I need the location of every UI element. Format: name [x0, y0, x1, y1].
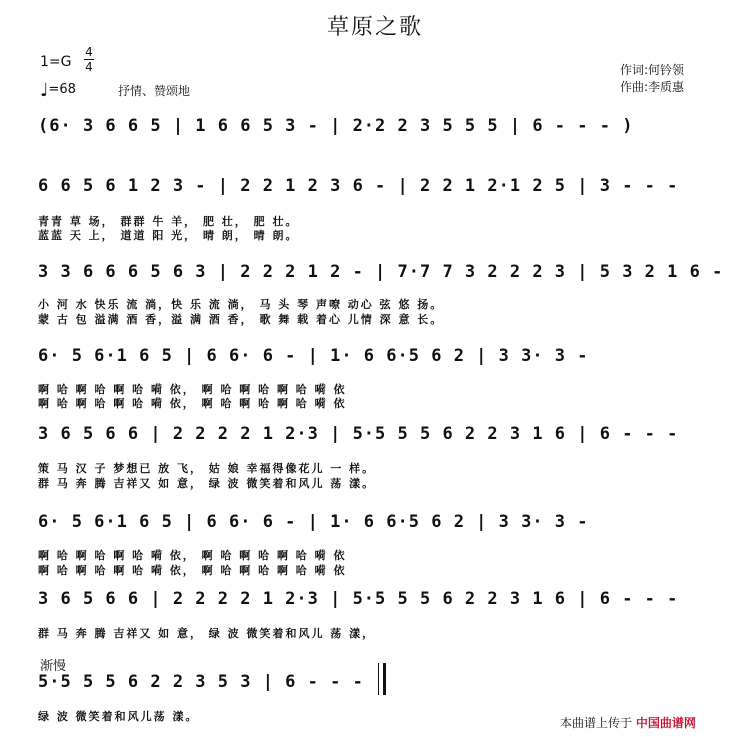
time-signature-bottom: 4	[85, 60, 93, 74]
lyric-row-8: 绿 波 微笑着和风儿荡 漾。	[38, 710, 199, 723]
time-signature-top: 4	[85, 45, 93, 59]
lyric-row-5b: 群 马 奔 腾 吉祥又 如 意， 绿 波 微笑着和风儿 荡 漾。	[38, 477, 376, 490]
lyric-row-4b: 啊 哈 啊 哈 啊 哈 嗬 依， 啊 哈 啊 哈 啊 哈 嗬 依	[38, 397, 347, 410]
lyricist: 作词:何钤领	[620, 63, 685, 77]
footer-text: 本曲谱上传于	[560, 716, 633, 730]
score-row-2: 6 6 5 6 1 2 3 - | 2 2 1 2 3 6 - | 2 2 1 2·1 2 5 | 3 - - -	[38, 176, 679, 196]
lyric-row-2a: 青青 草 场， 群群 牛 羊， 肥 壮， 肥 壮。	[38, 215, 299, 228]
expression-marking: 抒情、赞颂地	[118, 84, 191, 98]
score-row-5: 3 6 5 6 6 | 2 2 2 2 1 2·3 | 5·5 5 5 6 2 2 3 1 6 | 6 - - -	[38, 424, 679, 444]
score-row-1: (6· 3 6 6 5 | 1 6 6 5 3 - | 2·2 2 3 5 5 5 | 6 - - - )	[38, 116, 634, 136]
tempo-change-marking: 渐慢	[40, 659, 67, 674]
composer: 作曲:李质惠	[620, 80, 685, 94]
time-signature	[84, 46, 94, 73]
quarter-note-icon: ♩	[40, 80, 49, 101]
lyric-row-3a: 小 河 水 快乐 流 淌，快 乐 流 淌， 马 头 琴 声嘹 动心 弦 悠 扬。	[38, 298, 444, 311]
score-row-7: 3 6 5 6 6 | 2 2 2 2 1 2·3 | 5·5 5 5 6 2 2 3 1 6 | 6 - - -	[38, 589, 679, 609]
lyric-row-7a: 群 马 奔 腾 吉祥又 如 意， 绿 波 微笑着和风儿 荡 漾，	[38, 627, 376, 640]
tempo-value: =68	[48, 82, 76, 97]
score-row-3: 3 3 6 6 6 5 6 3 | 2 2 2 1 2 - | 7·7 7 3 2 2 2 3 | 5 3 2 1 6 -	[38, 262, 724, 282]
lyric-row-3b: 蒙 古 包 溢满 酒 香，溢 满 酒 香， 歌 舞 载 着心 儿情 深 意 长。	[38, 313, 444, 326]
lyric-row-2b: 蓝蓝 天 上， 道道 阳 光， 晴 朗， 晴 朗。	[38, 229, 299, 242]
score-row-8: 5·5 5 5 6 2 2 3 5 3 | 6 - - -	[38, 672, 364, 692]
final-barline-thick	[383, 663, 386, 695]
lyric-row-6b: 啊 哈 啊 哈 啊 哈 嗬 依， 啊 哈 啊 哈 啊 哈 嗬 依	[38, 564, 347, 577]
lyric-row-5a: 策 马 汉 子 梦想已 放 飞， 姑 娘 幸福得像花儿 一 样。	[38, 462, 376, 475]
lyric-row-6a: 啊 哈 啊 哈 啊 哈 嗬 依， 啊 哈 啊 哈 啊 哈 嗬 依	[38, 549, 347, 562]
final-barline-thin	[378, 663, 379, 695]
footer	[560, 714, 696, 731]
lyric-row-4a: 啊 哈 啊 哈 啊 哈 嗬 依， 啊 哈 啊 哈 啊 哈 嗬 依	[38, 383, 347, 396]
tempo-marking	[40, 80, 76, 101]
key-signature: 1=G	[40, 54, 72, 70]
score-row-6: 6· 5 6·1 6 5 | 6 6· 6 - | 1· 6 6·5 6 2 | 3 3· 3 -	[38, 512, 589, 532]
song-title: 草原之歌	[326, 15, 423, 40]
score-row-4: 6· 5 6·1 6 5 | 6 6· 6 - | 1· 6 6·5 6 2 | 3 3· 3 -	[38, 346, 589, 366]
credits	[620, 62, 684, 96]
site-logo[interactable]: 中国曲谱网	[635, 716, 696, 730]
